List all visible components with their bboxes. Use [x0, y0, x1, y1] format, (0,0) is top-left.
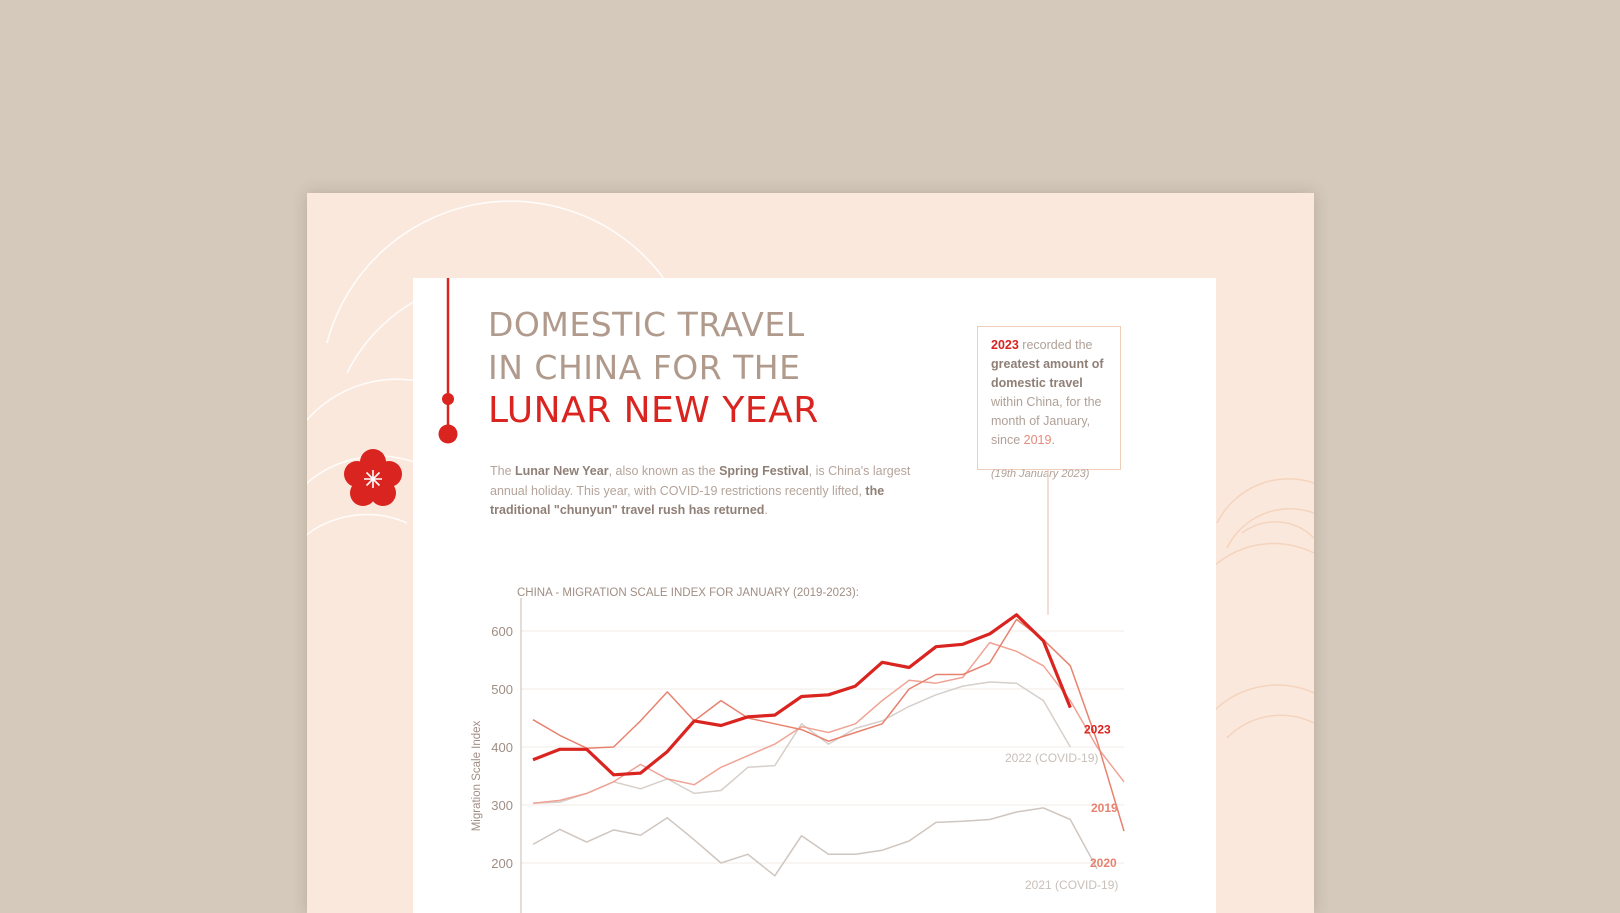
- series-label: 2019: [1091, 800, 1118, 815]
- y-axis-label: Migration Scale Index: [471, 720, 483, 832]
- callout-text: .: [1051, 433, 1055, 447]
- series-line-2023: [533, 615, 1070, 775]
- series-label: 2021 (COVID-19): [1025, 877, 1119, 892]
- intro-text: , also known as the: [608, 464, 720, 478]
- series-line-2022: [533, 682, 1070, 803]
- content-card: [413, 278, 1216, 913]
- callout-emphasis: greatest amount of domestic travel: [991, 357, 1104, 390]
- series-label: 2020: [1090, 856, 1117, 871]
- intro-emphasis: Spring Festival: [719, 464, 809, 478]
- line-chart: [413, 278, 1216, 913]
- intro-text: The: [490, 464, 516, 478]
- y-tick-label: 200: [491, 856, 513, 871]
- y-tick-label: 400: [491, 740, 513, 755]
- title-line-1: DOMESTIC TRAVEL: [488, 305, 805, 344]
- series-line-2019: [533, 643, 1124, 804]
- intro-text: , is China's largest annual holiday. This year, with COVID-19 restrictions recently lifted,: [490, 464, 911, 498]
- intro-emphasis: Lunar New Year: [515, 464, 609, 478]
- y-tick-label: 500: [491, 682, 513, 697]
- series-label: 2022 (COVID-19): [1005, 751, 1099, 765]
- intro-text: .: [764, 503, 768, 517]
- chart-title: CHINA - MIGRATION SCALE INDEX FOR JANUARY (2019-2023):: [517, 587, 859, 599]
- intro-emphasis: the traditional "chunyun" travel rush has returned: [490, 483, 885, 517]
- series-line-2021: [533, 808, 1097, 876]
- title-line-3: LUNAR NEW YEAR: [488, 390, 819, 431]
- series-label: 2023: [1084, 722, 1111, 737]
- series-line-2020: [533, 619, 1124, 831]
- callout-year-2019: 2019: [1023, 433, 1052, 447]
- y-tick-label: 300: [491, 798, 513, 813]
- poster: [307, 193, 1314, 913]
- callout-text: within China, for the month of January, since: [991, 395, 1102, 447]
- callout-text: recorded the: [1018, 338, 1093, 352]
- y-tick-label: 600: [491, 624, 513, 639]
- callout-date: (19th January 2023): [991, 468, 1090, 480]
- callout-year: 2023: [991, 338, 1019, 352]
- title-line-2: IN CHINA FOR THE: [488, 348, 801, 387]
